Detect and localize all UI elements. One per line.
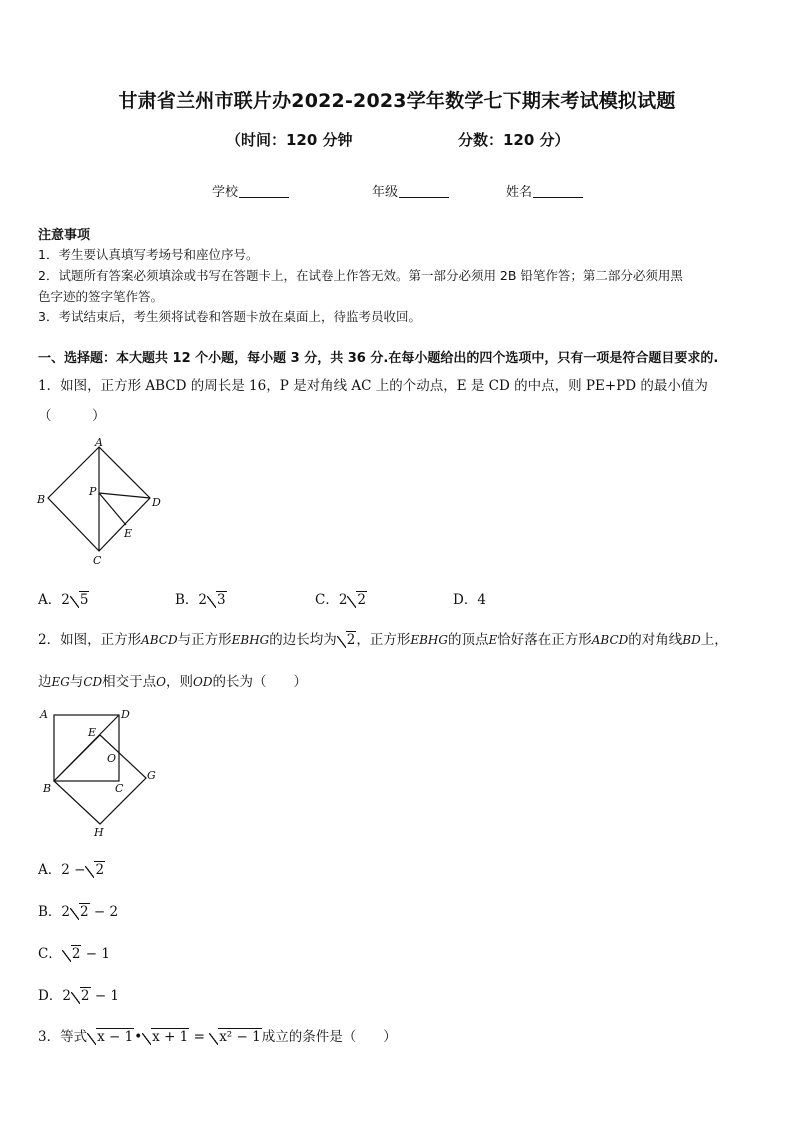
note-item: 2．试题所有答案必须填涂或书写在答题卡上，在试卷上作答无效。第一部分必须用 2B 铅笔作答；第二部分必须用黑 <box>38 268 683 283</box>
question-2-line-1: 2．如图，正方形ABCD与正方形EBHG的边长均为 2，正方形EBHG的顶点E恰好落在正方形ABCD的对角线BD上， <box>38 632 728 648</box>
grade-label: 年级 <box>372 185 399 200</box>
exam-time: （时间：120 分钟 <box>226 131 353 149</box>
q2-label-d: D <box>121 708 130 721</box>
q1-option-b[interactable]: B．2 3 <box>175 592 226 608</box>
page-title: 甘肃省兰州市联片办2022-2023学年数学七下期末考试模拟试题 <box>118 90 676 112</box>
note-item: 3．考试结束后，考生须将试卷和答题卡放在桌面上，待监考员收回。 <box>38 309 421 324</box>
q2-option-d[interactable]: D．2 2 − 1 <box>38 988 120 1004</box>
q1-label-a: A <box>95 436 103 449</box>
q1-option-a[interactable]: A．2 5 <box>38 592 89 608</box>
q2-option-b[interactable]: B．2 2 − 2 <box>38 904 119 920</box>
note-item: 1．考生要认真填写考场号和座位序号。 <box>38 247 259 262</box>
name-label: 姓名 <box>506 185 533 200</box>
question-3-text: 3．等式 x − 1• x + 1 = x² − 1成立的条件是（ ） <box>38 1029 397 1045</box>
q2-label-a: A <box>40 708 48 721</box>
q2-option-c[interactable]: C． 2 − 1 <box>38 946 110 962</box>
q2-option-a[interactable]: A．2 − 2 <box>38 862 105 878</box>
note-item: 色字迹的签字笔作答。 <box>38 289 164 304</box>
notes-heading: 注意事项 <box>38 228 91 243</box>
school-field[interactable] <box>212 181 289 200</box>
q1-option-d[interactable]: D．4 <box>453 592 486 608</box>
q2-label-o: O <box>107 752 117 765</box>
q1-label-p: P <box>89 485 97 498</box>
q2-label-c: C <box>115 782 124 795</box>
name-field[interactable] <box>506 181 583 200</box>
question-1-paren: （ ） <box>38 408 106 424</box>
grade-field[interactable] <box>372 181 449 200</box>
q1-label-d: D <box>152 496 161 509</box>
grade-blank[interactable] <box>399 185 449 198</box>
school-blank[interactable] <box>239 185 289 198</box>
q1-label-e: E <box>124 527 133 540</box>
section-heading: 一、选择题：本大题共 12 个小题，每小题 3 分，共 36 分.在每小题给出的四个选项中，只有一项是符合题目要求的. <box>38 351 719 366</box>
q2-label-g: G <box>147 769 156 782</box>
name-blank[interactable] <box>533 185 583 198</box>
question-2-line-2: 边EG与CD相交于点O，则OD的长为（ ） <box>38 674 307 690</box>
q2-label-e: E <box>88 726 97 739</box>
question-1-figure <box>32 436 172 571</box>
q2-label-b: B <box>43 782 52 795</box>
question-2-figure <box>32 703 167 841</box>
exam-score: 分数：120 分） <box>458 131 570 149</box>
q1-label-b: B <box>37 493 46 506</box>
q1-option-c[interactable]: C．2 2 <box>315 592 367 608</box>
school-label: 学校 <box>212 185 239 200</box>
q2-label-h: H <box>94 826 104 839</box>
q1-label-c: C <box>93 554 102 567</box>
question-1-text: 1．如图，正方形 ABCD 的周长是 16，P 是对角线 AC 上的个动点，E 是 CD 的中点，则 PE+PD 的最小值为 <box>38 378 708 394</box>
